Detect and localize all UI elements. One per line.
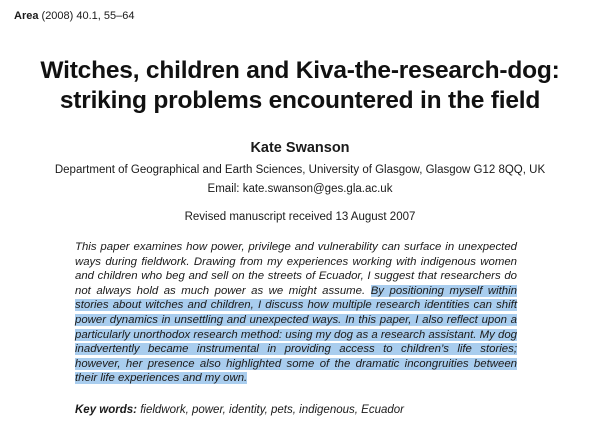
- abstract-highlighted-text[interactable]: By positioning myself within stories about witches and children, I discuss how multiple research identities can shift power dynamics in unsettling and unexpected ways. In this paper, I also reflect upon a particularly unorthodox research method: using my dog as a research assistant. My dog inadvertently became instrumental in providing access to children’s life stories; however, her presence also highlighted some of the dramatic incongruities between their life experiences and my own.: [75, 284, 517, 385]
- journal-citation: [14, 9, 135, 23]
- author-affiliation: Department of Geographical and Earth Sciences, University of Glasgow, Glasgow G12 8QQ, UK: [54, 164, 546, 176]
- author-name: Kate Swanson: [250, 140, 350, 156]
- journal-name: Area: [14, 10, 39, 22]
- journal-volume-pages: (2008) 40.1, 55–64: [38, 10, 135, 22]
- abstract-plain-text: This paper examines how power, privilege and vulnerability can surface in unexpected ways during fieldwork. Drawing from my experiences working with indigenous women and children who beg and sell on the streets of Ecuador, I suggest that researchers do not always hold as much power as we might assume.: [75, 241, 517, 297]
- keywords: [75, 403, 404, 417]
- keywords-label: Key words:: [75, 404, 137, 416]
- author-email: Email: kate.swanson@ges.gla.ac.uk: [207, 183, 393, 195]
- article-title-line-2: striking problems encountered in the field: [59, 87, 541, 114]
- article-title-line-1: Witches, children and Kiva-the-research-dog:: [40, 57, 560, 84]
- keywords-list: fieldwork, power, identity, pets, indigenous, Ecuador: [137, 404, 404, 416]
- abstract: [75, 240, 517, 386]
- article-title: [0, 56, 600, 116]
- revised-date: Revised manuscript received 13 August 2007: [184, 211, 416, 223]
